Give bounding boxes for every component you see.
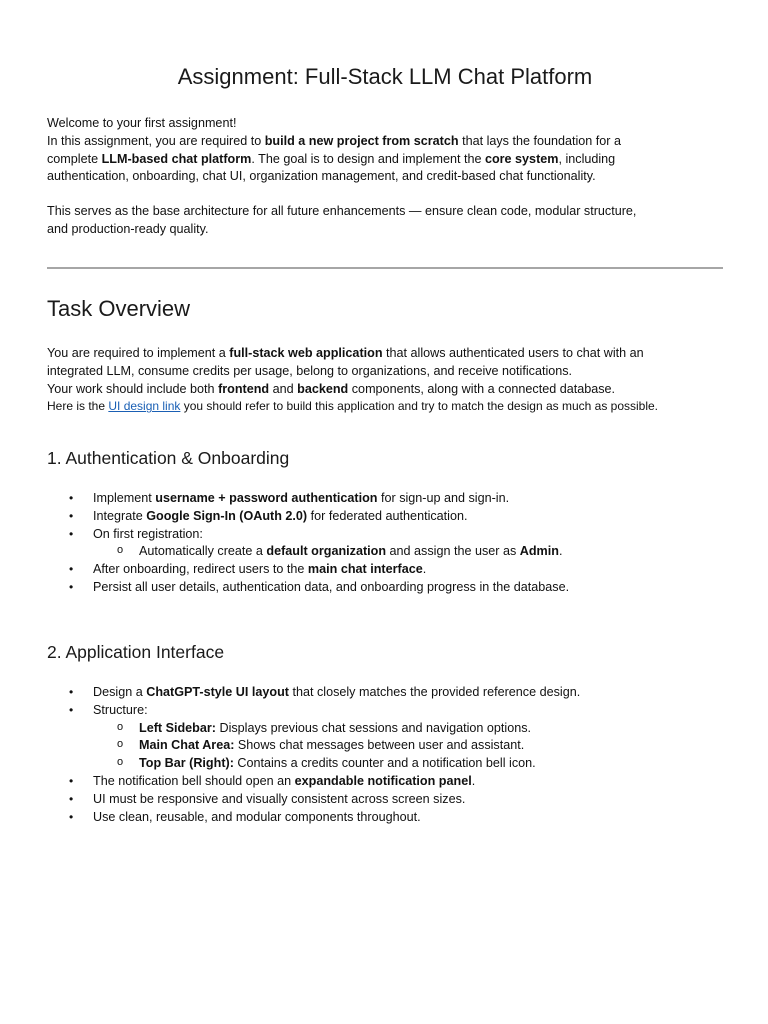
intro-line-2: complete LLM-based chat platform. The goal is to design and implement the core system, including [47,151,616,166]
document-title: Assignment: Full-Stack LLM Chat Platform [177,64,593,89]
list-item: • UI must be responsive and visually consistent across screen sizes. [93,791,465,809]
list-item: • Design a ChatGPT-style UI layout that closely matches the provided reference design. [93,684,580,702]
sub-list-item: o Left Sidebar: Displays previous chat sessions and navigation options. [139,720,531,738]
ui-design-link[interactable]: UI design link [108,399,181,414]
list-item: • Implement username + password authentication for sign-up and sign-in. [93,490,509,508]
list-item: • Persist all user details, authentication data, and onboarding progress in the database. [93,579,569,597]
list-item: • Use clean, reusable, and modular components throughout. [93,809,421,827]
horizontal-divider [47,267,723,269]
intro-paragraph [47,115,723,186]
list-item: • After onboarding, redirect users to the main chat interface. [93,561,426,579]
intro-welcome: Welcome to your first assignment! [47,116,237,130]
list-item: • The notification bell should open an expandable notification panel. [93,773,475,791]
sub-list-item: o Automatically create a default organization and assign the user as Admin. [139,543,562,561]
intro-line-3: authentication, onboarding, chat UI, organization management, and credit-based chat functionality. [47,169,596,184]
task-overview-heading: Task Overview [47,296,191,321]
intro-paragraph-2: This serves as the base architecture for all future enhancements — ensure clean code, modular structure, and production-ready quality. [47,204,637,236]
sub-list-item: o Top Bar (Right): Contains a credits counter and a notification bell icon. [139,755,536,773]
list-item: • Integrate Google Sign-In (OAuth 2.0) for federated authentication. [93,508,467,526]
list-item: • Structure: [93,702,148,720]
sub-list-item: o Main Chat Area: Shows chat messages between user and assistant. [139,737,524,755]
section-2-heading: 2. Application Interface [47,642,225,662]
task-overview-paragraph: You are required to implement a full-stack web application that allows authenticated users to chat with an integrated LLM, consume credits per usage, belong to organizations, and receive notifications. Your work should include both frontend and backend components, along with a connected database. Here is the UI design link you should refer to build this application and try to match the design as much as possible. [47,346,659,414]
section-1-heading: 1. Authentication & Onboarding [47,448,290,468]
intro-line-1: In this assignment, you are required to build a new project from scratch that lays the foundation for a [47,133,622,148]
list-item: • On first registration: [93,526,203,544]
